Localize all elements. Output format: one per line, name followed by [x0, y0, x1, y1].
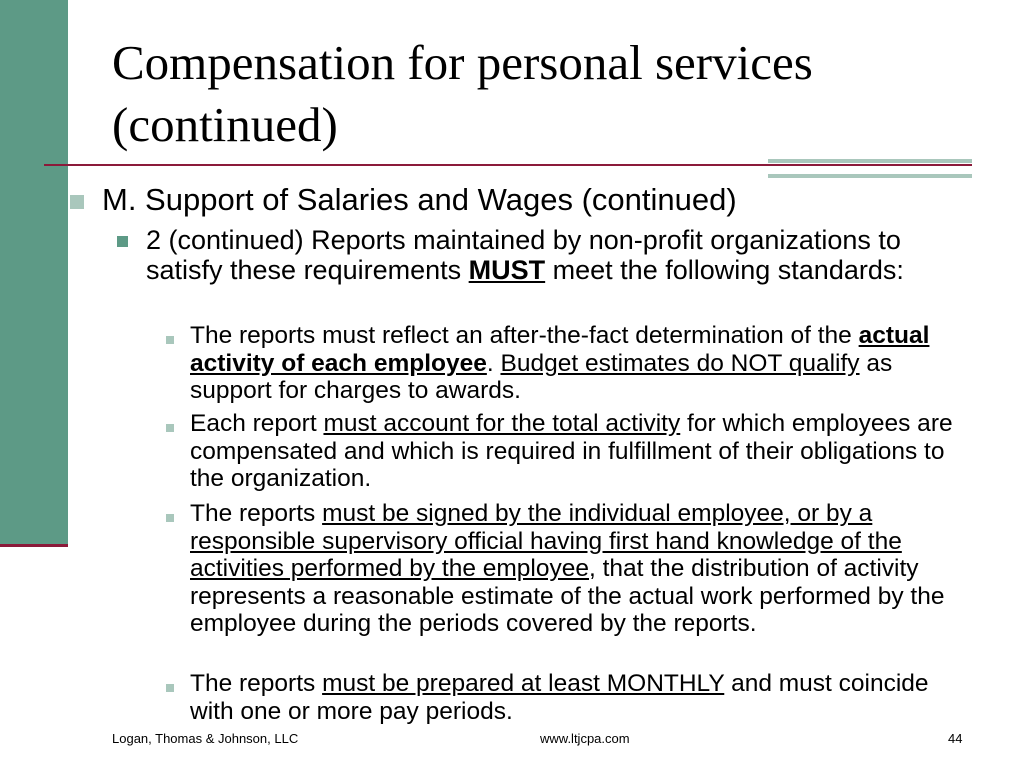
bullet-square-icon — [166, 514, 174, 522]
bullet-underline: must account for the total activity — [323, 410, 681, 437]
bullet-square-icon — [166, 336, 174, 344]
level2-text: 2 (continued) Reports maintained by non-profit organizations to satisfy these requirements — [146, 225, 901, 285]
bullet-text: . — [486, 349, 501, 377]
bullet-square-icon — [70, 195, 84, 209]
bullet-text: Each report — [190, 410, 324, 437]
bullet-text: as support for charges to awards. — [190, 349, 893, 404]
footer-page-number: 44 — [948, 731, 963, 746]
must-emphasis: MUST — [468, 254, 546, 285]
level1-heading: M. Support of Salaries and Wages (continued) — [102, 182, 737, 217]
bullet-text: The reports must reflect an after-the-fact determination of the — [190, 322, 859, 349]
bullet-square-icon — [166, 424, 174, 432]
slide-title: Compensation for personal services (continued) — [112, 35, 813, 152]
side-band-decoration — [0, 0, 68, 546]
standard-bullet-1 — [190, 322, 975, 405]
standard-bullet-3 — [190, 500, 975, 638]
bullet-text: , that the distribution of activity represents a reasonable estimate of the actual work performed by the employee during the periods covered by the reports. — [190, 555, 945, 637]
title-rule-accent-top — [768, 159, 972, 163]
bullet-emphasis: actual activity of each employee — [190, 322, 930, 377]
bullet-text: and must coincide with one or more pay periods. — [190, 670, 929, 725]
footer-firm-name: Logan, Thomas & Johnson, LLC — [112, 731, 299, 746]
side-band-underline — [0, 544, 68, 547]
bullet-underline: must be signed by the individual employee, or by a responsible supervisory official having first hand knowledge of the activities performed by the employee — [190, 500, 902, 582]
standard-bullet-2 — [190, 410, 975, 493]
bullet-text: for which employees are compensated and which is required in fulfillment of their obligations to the organization. — [190, 410, 953, 492]
bullet-text: The reports — [190, 670, 323, 697]
bullet-underline: Budget estimates do NOT qualify — [500, 349, 860, 377]
level2-text-end: meet the following standards: — [545, 254, 904, 285]
bullet-square-icon — [117, 236, 128, 247]
title-rule — [44, 164, 972, 166]
title-rule-accent-bottom — [768, 174, 972, 178]
footer-website: www.ltjcpa.com — [540, 731, 630, 746]
bullet-square-icon — [166, 684, 174, 692]
standard-bullet-4 — [190, 670, 975, 725]
bullet-text: The reports — [190, 500, 323, 527]
level2-paragraph — [146, 226, 946, 285]
bullet-underline: must be prepared at least MONTHLY — [322, 670, 725, 697]
